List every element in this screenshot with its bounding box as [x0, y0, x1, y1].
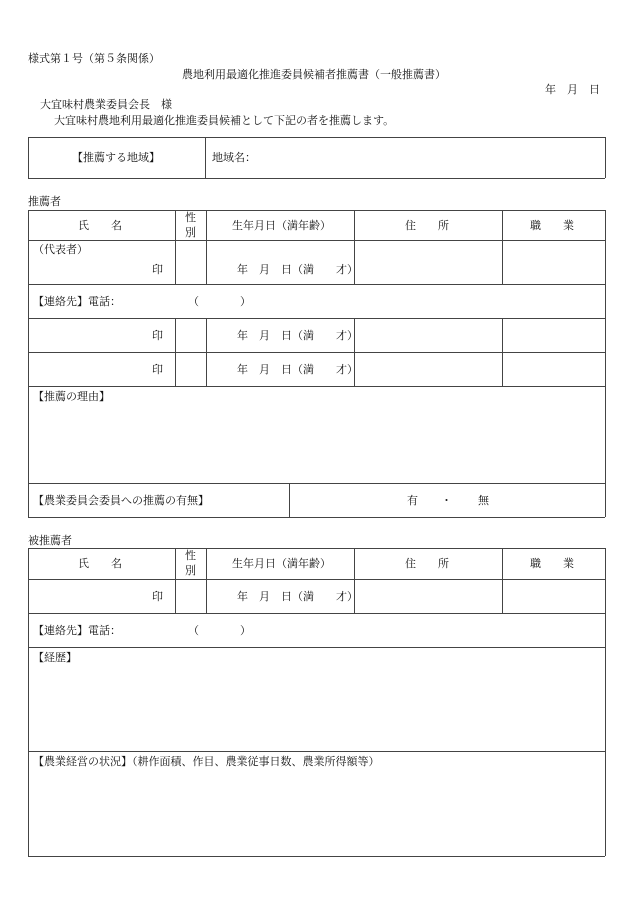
col-name: 氏 名: [78, 557, 122, 570]
contact-paren-open: （: [188, 295, 199, 308]
region-name-label: 地域名：: [212, 151, 256, 164]
contact-label: 【連絡先】電話：: [33, 624, 121, 637]
col-sex-2: 別: [185, 226, 196, 239]
col-birth: 生年月日（満年齢）: [232, 557, 331, 570]
col-sex-1: 性: [185, 211, 196, 224]
farming-status-label: 【農業経営の状況】（耕作面積、作目、農業従事日数、農業所得額等）: [33, 755, 380, 768]
col-birth: 生年月日（満年齢）: [232, 219, 331, 232]
career-label: 【経歴】: [33, 651, 77, 664]
col-job: 職 業: [530, 219, 574, 232]
seal-mark: 印: [152, 363, 163, 376]
nominee-section-label: 被推薦者: [28, 534, 72, 547]
birth-entry: 年 月 日（満 才）: [237, 329, 358, 342]
birth-entry: 年 月 日（満 才）: [237, 263, 358, 276]
contact-paren-close: ）: [240, 295, 251, 308]
option-separator: ・: [441, 494, 452, 507]
col-sex-2: 別: [185, 564, 196, 577]
date-line: 年 月 日: [545, 83, 600, 96]
addressee: 大宜味村農業委員会長 様: [40, 98, 172, 111]
region-label: 【推薦する地域】: [72, 151, 160, 164]
reason-label: 【推薦の理由】: [33, 390, 110, 403]
birth-entry: 年 月 日（満 才）: [237, 590, 358, 603]
col-sex-1: 性: [185, 549, 196, 562]
col-name: 氏 名: [78, 219, 122, 232]
yes-option: 有: [407, 494, 418, 507]
recommender-section-label: 推薦者: [28, 195, 61, 208]
no-option: 無: [478, 494, 489, 507]
form-number: 様式第１号（第５条関係）: [28, 52, 160, 65]
seal-mark: 印: [152, 329, 163, 342]
col-address: 住 所: [405, 557, 449, 570]
form-title: 農地利用最適化推進委員候補者推薦書（一般推薦書）: [182, 68, 446, 81]
contact-paren-open: （: [188, 624, 199, 637]
col-address: 住 所: [405, 219, 449, 232]
birth-entry: 年 月 日（満 才）: [237, 363, 358, 376]
representative-label: （代表者）: [33, 243, 88, 256]
contact-paren-close: ）: [240, 624, 251, 637]
seal-mark: 印: [152, 590, 163, 603]
seal-mark: 印: [152, 263, 163, 276]
member-label: 【農業委員会委員への推薦の有無】: [33, 494, 209, 507]
col-job: 職 業: [530, 557, 574, 570]
contact-label: 【連絡先】電話：: [33, 295, 121, 308]
intro-text: 大宜味村農地利用最適化推進委員候補として下記の者を推薦します。: [54, 114, 395, 127]
